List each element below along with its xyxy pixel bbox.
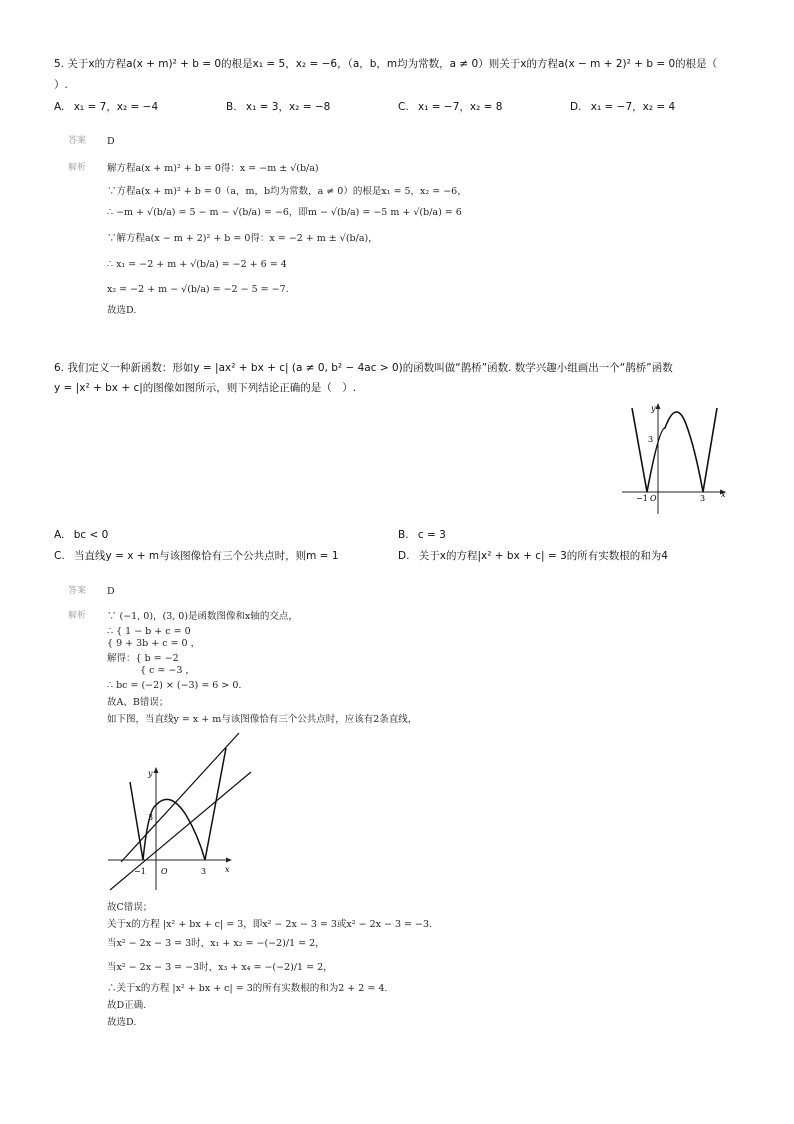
y-tick-3: 3	[648, 435, 654, 444]
q6-analysis-line: ∴ bc = (−2) × (−3) = 6 > 0.	[107, 680, 242, 691]
q6-answer-value: D	[107, 586, 115, 597]
y-tick-3: 3	[148, 813, 154, 822]
q6-solution-graph	[108, 730, 253, 892]
q5-option-a	[54, 101, 158, 114]
q5-option-c	[398, 101, 502, 114]
q5-answer-value: D	[107, 136, 115, 147]
option-label: A.	[54, 101, 65, 113]
q6-function-graph	[620, 398, 730, 516]
x-axis-arrow-icon	[226, 858, 232, 863]
q5-analysis-label: 解析	[68, 163, 87, 173]
q6-analysis-line: ∵ (−1, 0)，(3, 0)是函数图像和x轴的交点，	[107, 611, 298, 622]
q6-analysis-line: 故D正确.	[107, 1000, 147, 1011]
y-axis-arrow-icon	[154, 767, 159, 773]
q5-analysis-line: ∵方程a(x + m)² + b = 0（a，m，b均为常数，a ≠ 0）的根是x₁ = 5，x₂ = −6，	[107, 186, 467, 197]
q6-analysis-line: { c = −3 ，	[140, 665, 195, 676]
x-axis-label: x	[225, 865, 230, 874]
q6-analysis-line: 故选D.	[107, 1017, 137, 1028]
option-text: x₁ = 7，x₂ = −4	[73, 101, 159, 113]
q5-analysis-line: 解方程a(x + m)² + b = 0得：x = −m ± √(b/a)	[107, 163, 319, 174]
option-text: 当直线y = x + m与该图像恰有三个公共点时，则m = 1	[74, 550, 339, 562]
q6-analysis-line: ∴ { 1 − b + c = 0	[107, 626, 191, 637]
q5-analysis-line: 故选D.	[107, 305, 137, 316]
q6-analysis-line: 故C错误；	[107, 902, 153, 913]
option-text: c = 3	[417, 529, 446, 541]
curve	[130, 748, 226, 860]
q6-analysis-line: 如下图，当直线y = x + m与该图像恰有三个公共点时，应该有2条直线，	[107, 714, 418, 725]
q5-analysis-line: x₂ = −2 + m − √(b/a) = −2 − 5 = −7.	[107, 284, 289, 295]
x-tick-minus1: −1	[636, 494, 648, 503]
q5-stem-line1: 5. 关于x的方程a(x + m)² + b = 0的根是x₁ = 5，x₂ = −6，（a，b，m均为常数，a ≠ 0）则关于x的方程a(x − m + 2)² + b = 0的根是（	[54, 58, 718, 70]
q6-option-c	[54, 550, 339, 563]
q5-analysis-line: ∴ −m + √(b/a) = 5 − m − √(b/a) = −6，即m − √(b/a) = −5 m + √(b/a) = 6	[107, 207, 462, 218]
q5-stem-line2: ）.	[54, 79, 68, 91]
option-label: C.	[54, 550, 65, 562]
q5-answer-label: 答案	[68, 136, 87, 146]
option-text: 关于x的方程|x² + bx + c| = 3的所有实数根的和为4	[418, 550, 668, 562]
q5-analysis-line: ∴ x₁ = −2 + m + √(b/a) = −2 + 6 = 4	[107, 259, 287, 270]
q6-stem-line2: y = |x² + bx + c|的图像如图所示，则下列结论正确的是（ ）.	[54, 382, 357, 394]
x-axis-label: x	[721, 490, 726, 499]
option-label: C.	[398, 101, 409, 113]
option-label: A.	[54, 529, 65, 541]
q6-analysis-line: ∴关于x的方程 |x² + bx + c| = 3的所有实数根的和为2 + 2 = 4.	[107, 983, 388, 994]
y-axis-label: y	[651, 404, 656, 413]
q5-option-d	[570, 101, 675, 114]
q6-analysis-line: 当x² − 2x − 3 = −3时，x₃ + x₄ = −(−2)/1 = 2，	[107, 962, 333, 973]
q6-analysis-label: 解析	[68, 611, 87, 621]
x-tick-minus1: −1	[134, 867, 146, 876]
q6-option-a	[54, 529, 108, 542]
origin-label: O	[650, 494, 657, 503]
option-label: D.	[570, 101, 582, 113]
q6-analysis-line: 当x² − 2x − 3 = 3时，x₁ + x₂ = −(−2)/1 = 2，	[107, 938, 325, 949]
q6-analysis-line: 解得：{ b = −2	[107, 653, 179, 664]
q6-analysis-line: 故A、B错误；	[107, 697, 169, 708]
y-axis-arrow-icon	[656, 403, 661, 409]
y-axis-label: y	[148, 769, 153, 778]
q6-option-b	[398, 529, 446, 542]
q6-stem-line1: 6. 我们定义一种新函数：形如y = |ax² + bx + c| (a ≠ 0, b² − 4ac > 0)的函数叫做“鹊桥”函数. 数学兴趣小组画出一个“鹊桥”函数	[54, 362, 673, 374]
origin-label: O	[161, 867, 168, 876]
option-text: x₁ = −7，x₂ = 8	[418, 101, 503, 113]
x-tick-3: 3	[700, 494, 706, 503]
q6-analysis-line: { 9 + 3b + c = 0 ，	[107, 638, 201, 649]
curve	[632, 408, 717, 492]
q6-option-d	[398, 550, 668, 563]
option-text: x₁ = 3，x₂ = −8	[245, 101, 331, 113]
q5-option-b	[226, 101, 330, 114]
x-tick-3: 3	[201, 867, 207, 876]
option-text: bc < 0	[73, 529, 109, 541]
option-label: B.	[226, 101, 237, 113]
q6-answer-label: 答案	[68, 586, 87, 596]
option-label: D.	[398, 550, 410, 562]
option-label: B.	[398, 529, 409, 541]
q6-analysis-line: 关于x的方程 |x² + bx + c| = 3，即x² − 2x − 3 = 3或x² − 2x − 3 = −3.	[107, 919, 433, 930]
option-text: x₁ = −7，x₂ = 4	[590, 101, 676, 113]
q5-analysis-line: ∵解方程a(x − m + 2)² + b = 0得：x = −2 + m ± √(b/a)，	[107, 233, 378, 244]
